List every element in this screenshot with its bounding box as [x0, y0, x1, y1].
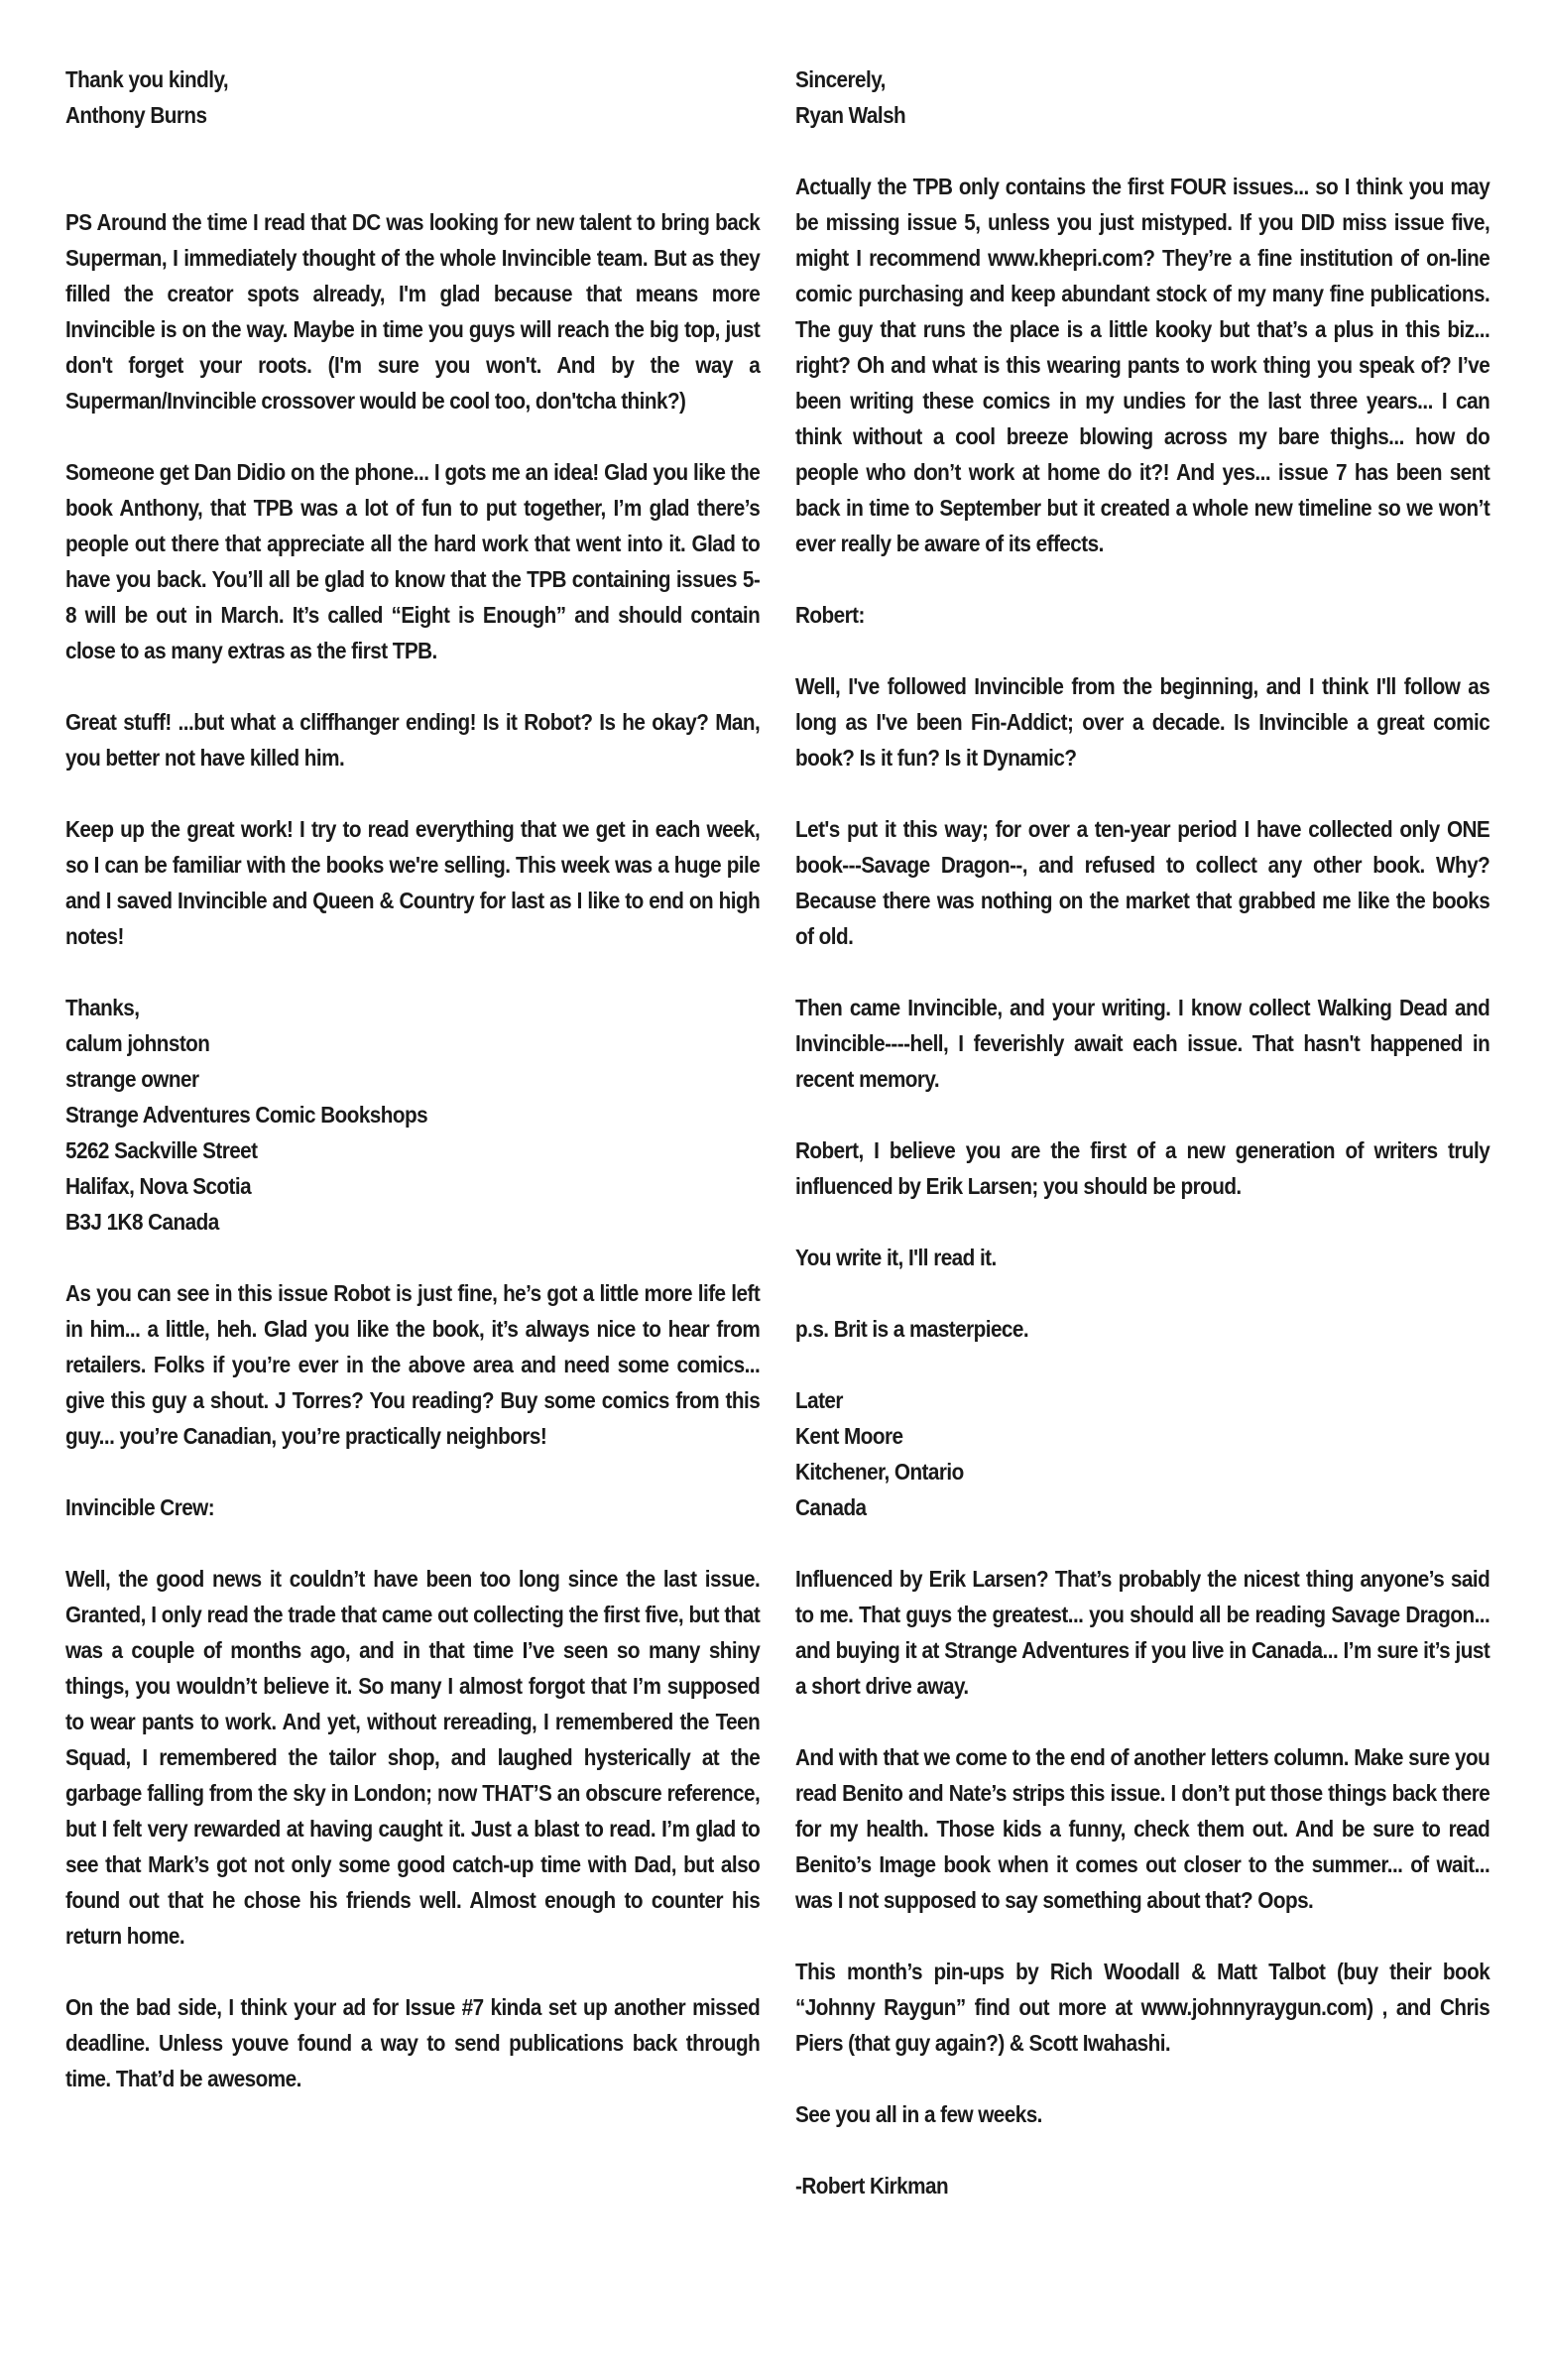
signoff-line: strange owner: [65, 1066, 199, 1092]
letter-paragraph: On the bad side, I think your ad for Issue #7 kinda set up another missed deadline. Unless youve found a way to send publications back through time. That’d be awesome.: [65, 1994, 761, 2091]
signoff-line: Thank you kindly,: [65, 66, 229, 92]
salutation: Robert:: [795, 602, 865, 628]
signoff-kent: [795, 1382, 1489, 1525]
letter-paragraph: Great stuff! ...but what a cliffhanger ending! Is it Robot? Is he okay? Man, you better not have killed him.: [65, 709, 761, 771]
signoff-line: Anthony Burns: [65, 102, 207, 128]
signoff-line: Kitchener, Ontario: [795, 1459, 964, 1485]
letter-paragraph: Robert, I believe you are the first of a new generation of writers truly influenced by Erik Larsen; you should be proud.: [795, 1137, 1490, 1199]
closing-paragraph: This month’s pin-ups by Rich Woodall & Matt Talbot (buy their book “Johnny Raygun” find out more at www.johnnyraygun.com) , and Chris Piers (that guy again?) & Scott Iwahashi.: [795, 1959, 1490, 2056]
signoff-line: Sincerely,: [795, 66, 886, 92]
letter-paragraph: Let's put it this way; for over a ten-year period I have collected only ONE book---Savage Dragon--, and refused to collect any other book. Why? Because there was nothing on the market that grabbed me like the books of old.: [795, 816, 1490, 949]
signoff-line: 5262 Sackville Street: [65, 1137, 258, 1163]
left-column: [65, 61, 760, 2132]
closing-paragraph: See you all in a few weeks.: [795, 2101, 1042, 2127]
letter-paragraph: PS Around the time I read that DC was looking for new talent to bring back Superman, I immediately thought of the whole Invincible team. But as they filled the creator spots already, I'm glad because that means more Invincible is on the way. Maybe in time you guys will reach the big top, just don't forget your roots. (I'm sure you won't. And by the way a Superman/Invincible crossover would be cool too, don'tcha think?): [65, 209, 761, 414]
signoff-line: Canada: [795, 1494, 867, 1520]
signoff-line: Strange Adventures Comic Bookshops: [65, 1102, 428, 1128]
letter-paragraph: Well, the good news it couldn’t have been too long since the last issue. Granted, I only read the trade that came out collecting the first five, but that was a couple of months ago, and in that time I’ve seen so many shiny things, you wouldn’t believe it. So many I almost forgot that I’m supposed to wear pants to work. And yet, without rereading, I remembered the Teen Squad, I remembered the tailor shop, and laughed hysterically at the garbage falling from the sky in London; now THAT’S an obscure reference, but I felt very rewarded at having caught it. Just a blast to read. I’m glad to see that Mark’s got not only some good catch-up time with Dad, but also found out that he chose his friends well. Almost enough to counter his return home.: [65, 1566, 761, 1949]
salutation: Invincible Crew:: [65, 1494, 215, 1520]
signoff-line: Kent Moore: [795, 1423, 903, 1449]
reply-paragraph: As you can see in this issue Robot is just fine, he’s got a little more life left in him... a little, heh. Glad you like the book, it’s always nice to hear from retailers. Folks if you’re ever in the above area and need some comics... give this guy a shout. J Torres? You reading? Buy some comics from this guy... you’re Canadian, you’re practically neighbors!: [65, 1280, 761, 1449]
signoff-line: Later: [795, 1387, 843, 1413]
spacer: [65, 169, 760, 204]
signature: -Robert Kirkman: [795, 2173, 949, 2199]
signoff-anthony: [65, 61, 760, 133]
signoff-line: Halifax, Nova Scotia: [65, 1173, 252, 1199]
letter-paragraph: You write it, I'll read it.: [795, 1245, 997, 1270]
signoff-line: Ryan Walsh: [795, 102, 906, 128]
reply-paragraph: Influenced by Erik Larsen? That’s probably the nicest thing anyone’s said to me. That guys the greatest... you should all be reading Savage Dragon... and buying it at Strange Adventures if you live in Canada... I’m sure it’s just a short drive away.: [795, 1566, 1490, 1699]
letter-paragraph: Then came Invincible, and your writing. I know collect Walking Dead and Invincible----hell, I feverishly await each issue. That hasn't happened in recent memory.: [795, 995, 1490, 1092]
signoff-line: calum johnston: [65, 1030, 210, 1056]
signoff-line: B3J 1K8 Canada: [65, 1209, 219, 1235]
reply-paragraph: Someone get Dan Didio on the phone... I gots me an idea! Glad you like the book Anthony, that TPB was a lot of fun to put together, I’m glad there’s people out there that appreciate all the hard work that went into it. Glad to have you back. You’ll all be glad to know that the TPB containing issues 5-8 will be out in March. It’s called “Eight is Enough” and should contain close to as many extras as the first TPB.: [65, 459, 761, 663]
signoff-line: Thanks,: [65, 995, 140, 1020]
reply-paragraph: Actually the TPB only contains the first FOUR issues... so I think you may be missing issue 5, unless you just mistyped. If you DID miss issue five, might I recommend www.khepri.com? They’re a fine institution of on-line comic purchasing and keep abundant stock of my many fine publications. The guy that runs the place is a little kooky but that’s a plus in this biz... right? Oh and what is this wearing pants to work thing you speak of? I’ve been writing these comics in my undies for the last three years... I can think without a cool breeze blowing across my bare thighs... how do people who don’t work at home do it?! And yes... issue 7 has been sent back in time to September but it created a whole new timeline so we won’t ever really be aware of its effects.: [795, 174, 1490, 556]
right-column: [795, 61, 1489, 2239]
letter-paragraph: Keep up the great work! I try to read everything that we get in each week, so I can be familiar with the books we're selling. This week was a huge pile and I saved Invincible and Queen & Country for last as I like to end on high notes!: [65, 816, 761, 949]
signoff-ryan: [795, 61, 1489, 133]
signoff-calum: [65, 990, 760, 1240]
closing-paragraph: And with that we come to the end of another letters column. Make sure you read Benito and Nate’s strips this issue. I don’t put those things back there for my health. Those kids a funny, check them out. And be sure to read Benito’s Image book when it comes out closer to the summer... of wait... was I not supposed to say something about that? Oops.: [795, 1744, 1490, 1913]
letter-paragraph: Well, I've followed Invincible from the beginning, and I think I'll follow as long as I've been Fin-Addict; over a decade. Is Invincible a great comic book? Is it fun? Is it Dynamic?: [795, 673, 1490, 771]
letter-paragraph: p.s. Brit is a masterpiece.: [795, 1316, 1029, 1342]
